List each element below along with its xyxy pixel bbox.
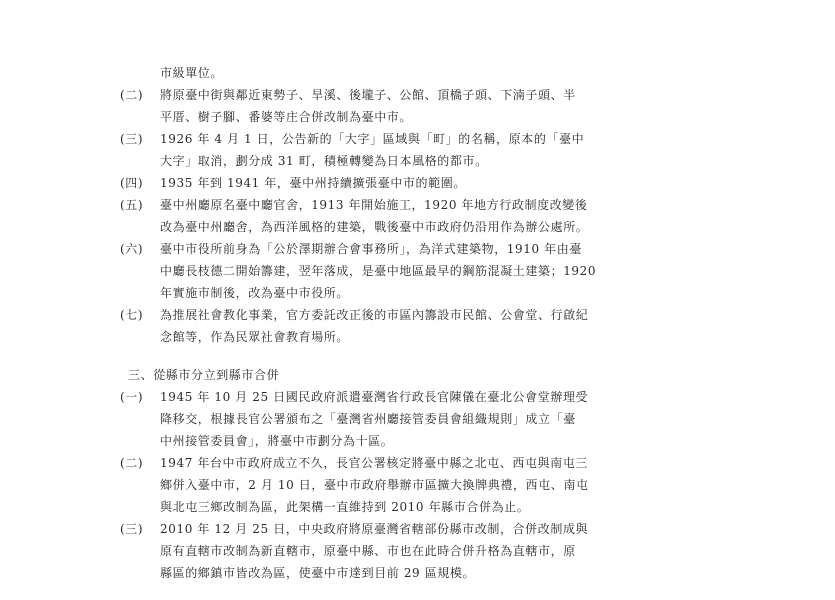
section-heading: 三、從縣市分立到縣市合併 bbox=[128, 368, 280, 382]
history-list-part-two bbox=[120, 386, 720, 584]
line-text: 臺中市役所前身為「公於澤期辦合會事務所」，為洋式建築物，1910 年由臺 bbox=[160, 242, 582, 256]
list-item-marker: (六) bbox=[120, 242, 144, 256]
document-line bbox=[120, 106, 720, 128]
list-item-marker: (三) bbox=[120, 522, 144, 536]
line-text: 1945 年 10 月 25 日國民政府派遣臺灣省行政長官陳儀在臺北公會堂辦理受 bbox=[160, 390, 589, 404]
document-line bbox=[120, 238, 720, 260]
line-text: 1935 年到 1941 年，臺中州持續擴張臺中市的範圍。 bbox=[160, 176, 466, 190]
document-line bbox=[120, 408, 720, 430]
list-item-marker: (二) bbox=[120, 88, 144, 102]
list-item-marker: (三) bbox=[120, 132, 144, 146]
line-text: 為推展社會教化事業，官方委託改正後的市區內籌設市民館、公會堂、行啟紀 bbox=[160, 308, 589, 322]
line-text: 大字」取消，劃分成 31 町，積極轉變為日本風格的都市。 bbox=[160, 154, 488, 168]
document-line bbox=[120, 150, 720, 172]
line-text: 1926 年 4 月 1 日，公告新的「大字」區域與「町」的名稱，原本的「臺中 bbox=[160, 132, 585, 146]
line-text: 臺中州廳原名臺中廳官舍，1913 年開始施工，1920 年地方行政制度改變後 bbox=[160, 198, 588, 212]
document-line bbox=[120, 194, 720, 216]
line-text: 市級單位。 bbox=[160, 66, 224, 80]
history-list-part-one bbox=[120, 62, 720, 348]
document-line bbox=[120, 386, 720, 408]
document-line bbox=[120, 260, 720, 282]
document-line bbox=[120, 496, 720, 518]
line-text: 1947 年台中市政府成立不久，長官公署核定將臺中縣之北屯、西屯與南屯三 bbox=[160, 456, 588, 470]
document-body bbox=[120, 62, 720, 584]
document-line bbox=[120, 62, 720, 84]
document-line bbox=[120, 540, 720, 562]
document-line bbox=[120, 282, 720, 304]
document-line bbox=[120, 172, 720, 194]
line-text: 縣區的鄉鎮市皆改為區，使臺中市達到目前 29 區規模。 bbox=[160, 566, 476, 580]
document-line bbox=[120, 84, 720, 106]
list-item-marker: (七) bbox=[120, 308, 144, 322]
line-text: 鄉併入臺中市，2 月 10 日，臺中市政府舉辦市區擴大換牌典禮，西屯、南屯 bbox=[160, 478, 589, 492]
line-text: 2010 年 12 月 25 日，中央政府將原臺灣省轄部份縣市改制，合併改制成與 bbox=[160, 522, 589, 536]
document-line bbox=[120, 216, 720, 238]
document-line bbox=[120, 128, 720, 150]
document-line bbox=[120, 518, 720, 540]
list-item-marker: (一) bbox=[120, 390, 144, 404]
document-line bbox=[120, 562, 720, 584]
line-text: 年實施市制後，改為臺中市役所。 bbox=[160, 286, 350, 300]
line-text: 平厝、樹子腳、番婆等庄合併改制為臺中市。 bbox=[160, 110, 413, 124]
list-item-marker: (四) bbox=[120, 176, 144, 190]
line-text: 中州接管委員會」，將臺中市劃分為十區。 bbox=[160, 434, 394, 448]
document-line bbox=[120, 326, 720, 348]
line-text: 與北屯三鄉改制為區，此架構一直維持到 2010 年縣市合併為止。 bbox=[160, 500, 530, 514]
line-text: 中廳長枝德二開始籌建，翌年落成，是臺中地區最早的鋼筋混凝土建築；1920 bbox=[160, 264, 597, 278]
document-line bbox=[120, 474, 720, 496]
line-text: 原有直轄市改制為新直轄市，原臺中縣、市也在此時合併升格為直轄市，原 bbox=[160, 544, 576, 558]
line-text: 念館等，作為民眾社會教育場所。 bbox=[160, 330, 350, 344]
list-item-marker: (二) bbox=[120, 456, 144, 470]
line-text: 降移交，根據長官公署頒布之「臺灣省州廳接管委員會組織規則」成立「臺 bbox=[160, 412, 576, 426]
line-text: 將原臺中街與鄰近東勢子、旱溪、後壠子、公館、頂橋子頭、下湳子頭、半 bbox=[160, 88, 576, 102]
line-text: 改為臺中州廳舍，為西洋風格的建築，戰後臺中市政府仍沿用作為辦公處所。 bbox=[160, 220, 589, 234]
list-item-marker: (五) bbox=[120, 198, 144, 212]
document-line bbox=[120, 452, 720, 474]
document-line bbox=[120, 430, 720, 452]
document-line bbox=[120, 304, 720, 326]
